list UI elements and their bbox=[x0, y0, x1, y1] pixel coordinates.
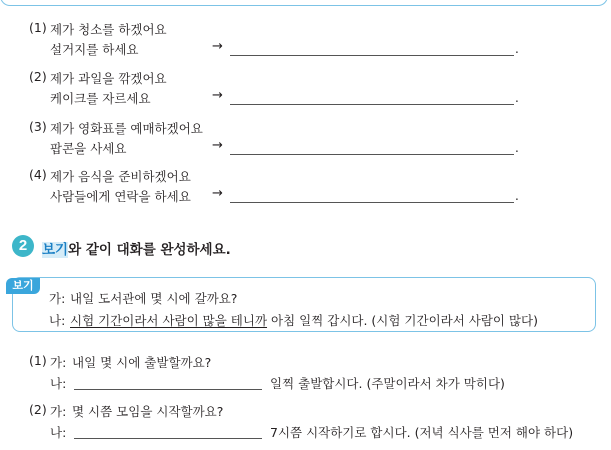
exercise2-title bbox=[42, 238, 231, 258]
speaker-a: 가: bbox=[50, 355, 67, 370]
item-number: (2) bbox=[29, 402, 47, 417]
item-line2: 팝콘을 사세요 bbox=[50, 141, 127, 156]
example-tag: 보기 bbox=[6, 278, 40, 294]
end-mark: . bbox=[515, 189, 519, 203]
item-number: (3) bbox=[29, 119, 47, 134]
item-line1: 제가 음식을 준비하겠어요 bbox=[50, 169, 191, 184]
example-speaker-a: 가: bbox=[49, 291, 66, 306]
arrow-icon: → bbox=[212, 88, 223, 103]
example-answer-rest: 아침 일찍 갑시다. (시험 기간이라서 사람이 많다) bbox=[267, 313, 538, 328]
example-answer bbox=[70, 311, 538, 329]
exercise-number-badge: 2 bbox=[12, 235, 34, 257]
speaker-b: 나: bbox=[50, 376, 67, 391]
arrow-icon: → bbox=[212, 186, 223, 201]
answer-blank-4[interactable] bbox=[230, 202, 514, 203]
title-rest: 와 같이 대화를 완성하세요. bbox=[68, 242, 231, 258]
item-number: (1) bbox=[29, 353, 47, 368]
item-line2: 설거지를 하세요 bbox=[50, 42, 139, 57]
example-answer-underlined: 시험 기간이라서 사람이 많을 테니까 bbox=[70, 313, 268, 328]
end-mark: . bbox=[515, 42, 519, 56]
item-number: (2) bbox=[29, 69, 47, 84]
arrow-icon: → bbox=[212, 39, 223, 54]
item-line2: 사람들에게 연락을 하세요 bbox=[50, 189, 191, 204]
question: 내일 몇 시에 출발할까요? bbox=[72, 355, 212, 370]
item-number: (1) bbox=[29, 20, 47, 35]
item-line1: 제가 영화표를 예매하겠어요 bbox=[50, 121, 203, 136]
question: 몇 시쯤 모임을 시작할까요? bbox=[72, 404, 224, 419]
end-mark: . bbox=[515, 91, 519, 105]
item-line1: 제가 청소를 하겠어요 bbox=[50, 22, 167, 37]
answer-suffix: 일찍 출발합시다. (주말이라서 차가 막히다) bbox=[270, 376, 505, 391]
example-question: 내일 도서관에 몇 시에 갈까요? bbox=[70, 291, 238, 306]
speaker-a: 가: bbox=[50, 404, 67, 419]
title-highlight: 보기 bbox=[42, 242, 69, 258]
item-number: (4) bbox=[29, 167, 47, 182]
answer-suffix: 7시쯤 시작하기로 합시다. (저녁 식사를 먼저 해야 하다) bbox=[270, 425, 574, 440]
speaker-b: 나: bbox=[50, 425, 67, 440]
arrow-icon: → bbox=[212, 138, 223, 153]
answer-blank-1[interactable] bbox=[230, 55, 514, 56]
answer-blank-2[interactable] bbox=[230, 104, 514, 105]
answer-blank-6[interactable] bbox=[74, 438, 262, 439]
example-speaker-b: 나: bbox=[49, 313, 66, 328]
item-line1: 제가 과일을 깎겠어요 bbox=[50, 71, 167, 86]
top-frame-border bbox=[0, 0, 608, 6]
answer-blank-3[interactable] bbox=[230, 154, 514, 155]
end-mark: . bbox=[515, 141, 519, 155]
answer-blank-5[interactable] bbox=[74, 389, 262, 390]
item-line2: 케이크를 자르세요 bbox=[50, 91, 151, 106]
